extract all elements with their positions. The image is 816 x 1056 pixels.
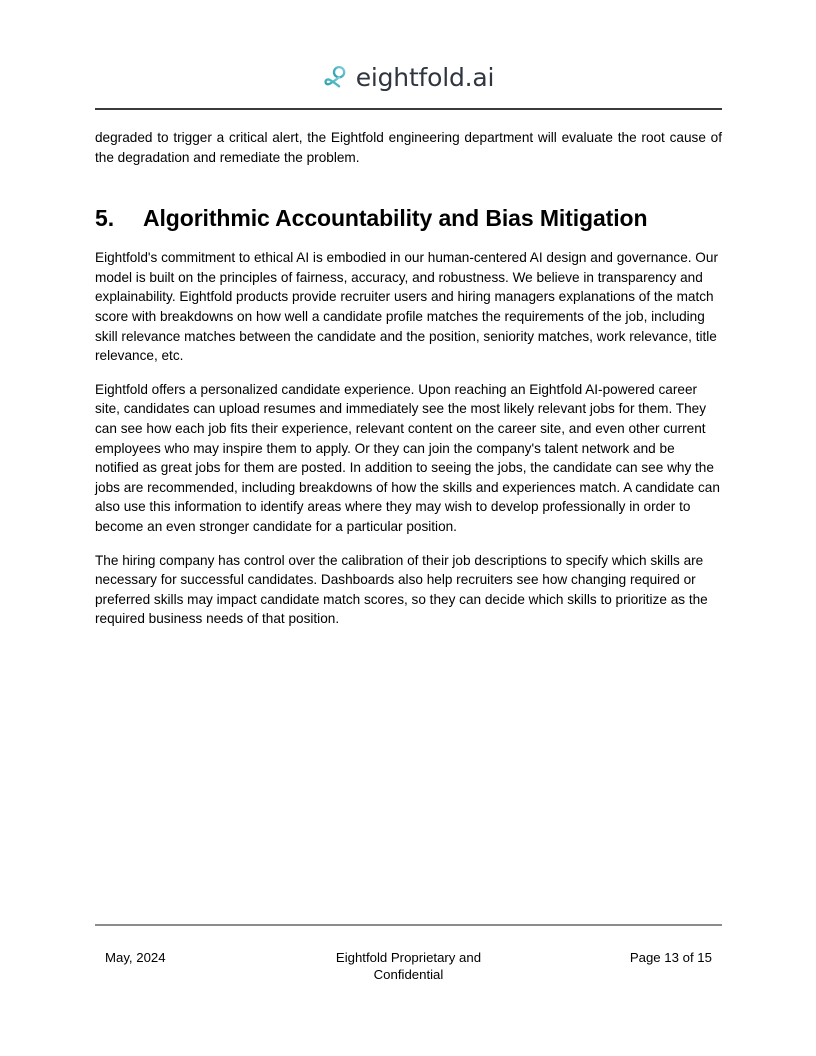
page-title [95,203,722,233]
footer-page-number: Page 13 of 15 [629,950,712,965]
paragraph-2: Eightfold offers a personalized candidate experience. Upon reaching an Eightfold AI-powered career site, candidates can upload resumes and immediately see the most likely relevant jobs for them. They can see how each job fits their experience, relevant content on the career site, and even other current employees who may inspire them to apply. Or they can join the company's talent network and be notified as great jobs for them are posted. In addition to seeing the jobs, the candidate can see why the jobs are recommended, including breakdowns of how the skills and experiences match. A candidate can also use this information to identify areas where they may wish to develop professionally in order to become an even stronger candidate for a particular position. [95,381,720,534]
heading-bottom-spacer [95,233,722,248]
continued-paragraph: degraded to trigger a critical alert, the Eightfold engineering department will evaluate the root cause of the degradation and remediate the problem. [95,130,722,165]
footer-date: May, 2024 [105,950,166,965]
footer-divider [95,924,722,926]
page-footer [95,949,722,983]
paragraph-1: Eightfold's commitment to ethical AI is embodied in our human-centered AI design and governance. Our model is built on the principles of fairness, accuracy, and robustness. We believe in transparency and explainability. Eightfold products provide recruiter users and hiring managers explanations of the match score with breakdowns on how well a candidate profile matches the requirements of the job, including skill relevance matches between the candidate and the position, seniority matches, work relevance, title relevance, etc. [95,250,718,364]
document-body [95,128,722,643]
brand-logo [95,55,722,99]
eightfold-infinity-logo-icon [323,64,349,90]
page-header [95,55,722,113]
section-number: 5. [95,205,114,232]
paragraph-3: The hiring company has control over the calibration of their job descriptions to specify which skills are necessary for successful candidates. Dashboards also help recruiters see how changing required or preferred skills may impact candidate match scores, so they can decide which skills to prioritize as the required business needs of that position. [95,552,708,627]
brand-wordmark: eightfold.ai [355,62,495,92]
section-title: Algorithmic Accountability and Bias Mitigation [143,205,648,232]
footer-confidentiality-notice: Eightfold Proprietary and Confidential [335,950,482,982]
heading-top-spacer [95,181,722,203]
header-divider [95,108,722,110]
